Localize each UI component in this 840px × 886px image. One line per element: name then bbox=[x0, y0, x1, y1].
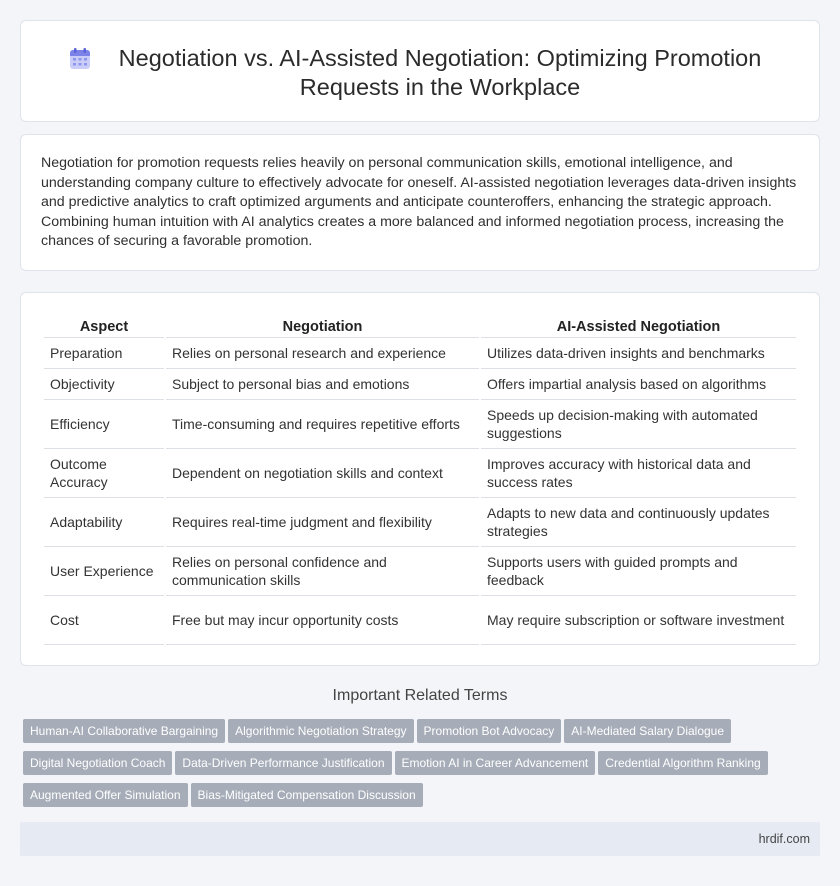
related-terms-tags bbox=[23, 719, 803, 815]
tag-link[interactable]: Promotion Bot Advocacy bbox=[417, 719, 562, 743]
table-row bbox=[44, 369, 796, 400]
tag-link[interactable]: Credential Algorithm Ranking bbox=[598, 751, 767, 775]
cell-ai: Supports users with guided prompts and feedback bbox=[481, 547, 796, 596]
tag-link[interactable]: Digital Negotiation Coach bbox=[23, 751, 172, 775]
cell-ai: Utilizes data-driven insights and benchmarks bbox=[481, 338, 796, 369]
related-terms-title: Important Related Terms bbox=[332, 687, 508, 704]
cell-negotiation: Subject to personal bias and emotions bbox=[166, 369, 479, 400]
cell-negotiation: Relies on personal research and experience bbox=[166, 338, 479, 369]
table-row bbox=[44, 498, 796, 547]
page-title: Negotiation vs. AI-Assisted Negotiation: Optimizing Promotion Requests in the Workplace bbox=[118, 45, 762, 100]
tag-link[interactable]: Human-AI Collaborative Bargaining bbox=[23, 719, 225, 743]
table-row bbox=[44, 449, 796, 498]
comparison-table bbox=[42, 316, 798, 645]
cell-aspect: Cost bbox=[44, 596, 164, 645]
table-row bbox=[44, 338, 796, 369]
cell-aspect: Preparation bbox=[44, 338, 164, 369]
cell-ai: May require subscription or software investment bbox=[481, 596, 796, 645]
tag-link[interactable]: Emotion AI in Career Advancement bbox=[395, 751, 596, 775]
header-aspect: Aspect bbox=[44, 316, 164, 338]
cell-negotiation: Requires real-time judgment and flexibility bbox=[166, 498, 479, 547]
tag-link[interactable]: Data-Driven Performance Justification bbox=[175, 751, 391, 775]
footer bbox=[20, 822, 820, 856]
cell-ai: Improves accuracy with historical data and success rates bbox=[481, 449, 796, 498]
cell-negotiation: Dependent on negotiation skills and context bbox=[166, 449, 479, 498]
tag-link[interactable]: AI-Mediated Salary Dialogue bbox=[564, 719, 731, 743]
cell-ai: Offers impartial analysis based on algorithms bbox=[481, 369, 796, 400]
table-row bbox=[44, 400, 796, 449]
cell-ai: Speeds up decision-making with automated suggestions bbox=[481, 400, 796, 449]
table-row bbox=[44, 547, 796, 596]
footer-site-link[interactable]: hrdif.com bbox=[758, 832, 810, 846]
cell-aspect: Objectivity bbox=[44, 369, 164, 400]
table-row bbox=[44, 596, 796, 645]
intro-paragraph: Negotiation for promotion requests relies heavily on personal communication skills, emotional intelligence, and understanding company culture to effectively advocate for oneself. AI-assisted negotiation leverages data-driven insights and predictive analytics to craft optimized arguments and anticipate counteroffers, enhancing the strategic approach. Combining human intuition with AI analytics creates a more balanced and informed negotiation process, increasing the chances of securing a favorable promotion. bbox=[41, 155, 797, 250]
header-ai-assisted: AI-Assisted Negotiation bbox=[481, 316, 796, 338]
cell-aspect: Adaptability bbox=[44, 498, 164, 547]
intro-card bbox=[20, 134, 820, 271]
comparison-table-card bbox=[20, 292, 820, 666]
cell-negotiation: Time-consuming and requires repetitive efforts bbox=[166, 400, 479, 449]
table-header-row bbox=[44, 316, 796, 338]
cell-negotiation: Relies on personal confidence and communication skills bbox=[166, 547, 479, 596]
tag-link[interactable]: Augmented Offer Simulation bbox=[23, 783, 188, 807]
tag-link[interactable]: Algorithmic Negotiation Strategy bbox=[228, 719, 413, 743]
cell-aspect: Outcome Accuracy bbox=[44, 449, 164, 498]
header-card bbox=[20, 20, 820, 122]
tag-link[interactable]: Bias-Mitigated Compensation Discussion bbox=[191, 783, 423, 807]
header-negotiation: Negotiation bbox=[166, 316, 479, 338]
cell-negotiation: Free but may incur opportunity costs bbox=[166, 596, 479, 645]
cell-aspect: Efficiency bbox=[44, 400, 164, 449]
cell-aspect: User Experience bbox=[44, 547, 164, 596]
cell-ai: Adapts to new data and continuously updates strategies bbox=[481, 498, 796, 547]
